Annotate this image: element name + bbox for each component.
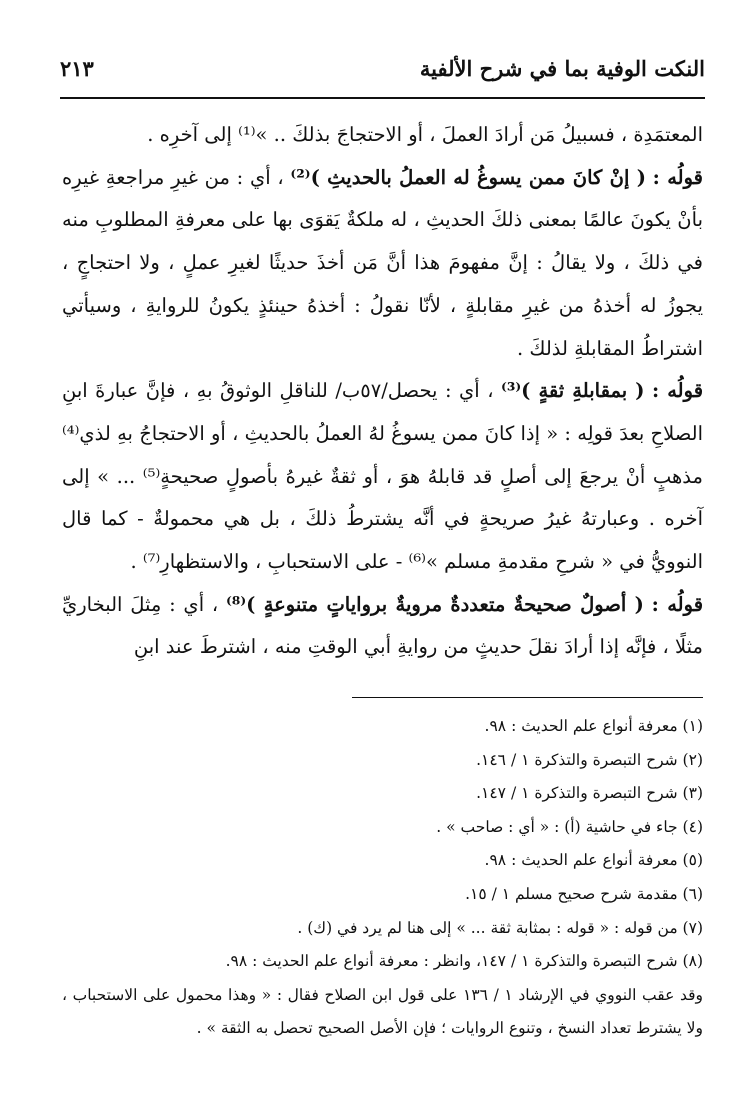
- commentary-3: ، أي : يحصل/٥٧ب/ للناقلِ الوثوقُ بهِ ، فإنَّ عبارةَ ابنِ الصلاحِ بعدَ قولِه : « إذا كانَ ممن يسوغُ لهُ العملُ بالحديثِ ، أو الاحتجاجُ بهِ لذي⁽⁴⁾ مذهبٍ أنْ يرجعَ إلى أصلٍ قد قابلهُ هوَ ، أو ثقةٌ غيرهُ بأصولٍ صحيحةٍ⁽⁵⁾ ... » إلى آخره . وعبارتهُ غيرُ صريحةٍ في أنَّه يشترطُ ذلكَ ، بل هي محمولةٌ - كما قال النوويُّ في « شرحِ مقدمةِ مسلم »⁽⁶⁾ - على الاستحبابِ ، والاستظهارِ⁽⁷⁾ .: [62, 379, 703, 574]
- running-title: النكت الوفية بما في شرح الألفية: [419, 56, 705, 81]
- footnote-4: (٤) جاء في حاشية (أ) : « أي : صاحب » .: [436, 817, 703, 836]
- footnote-5: (٥) معرفة أنواع علم الحديث : ٩٨.: [484, 851, 703, 870]
- quoted-verse-2: ( إنْ كانَ ممن يسوغُ له العملُ بالحديثِ )⁽²⁾: [290, 165, 646, 189]
- main-text: [62, 114, 703, 669]
- qawluhu-label: قولُه :: [651, 379, 704, 403]
- footnote-2: (٢) شرح التبصرة والتذكرة ١ / ١٤٦.: [476, 750, 703, 769]
- quoted-verse-3: ( بمقابلةِ ثقةٍ )⁽³⁾: [501, 379, 645, 403]
- page-header: [60, 54, 705, 94]
- qawluhu-label: قولُه :: [652, 165, 703, 189]
- paragraph-2: [62, 157, 703, 371]
- footnote-8: (٨) شرح التبصرة والتذكرة ١ / ١٤٧، وانظر : معرفة أنواع علم الحديث : ٩٨.: [225, 952, 703, 971]
- footnote-8-continuation: وقد عقب النووي في الإرشاد ١ / ١٣٦ على قول ابن الصلاح فقال : « وهذا محمول على الاستحباب ، ولا يشترط تعداد النسخ ، وتنوع الروايات ؛ فإن الأصل الصحيح تحصل به الثقة » .: [62, 985, 703, 1037]
- footnote-7: (٧) من قوله : « قوله : بمثابة ثقة ... » إلى هنا لم يرد في (ك) .: [297, 918, 703, 937]
- qawluhu-label: قولُه :: [651, 592, 704, 616]
- header-rule: [60, 97, 705, 99]
- commentary-4: ، أي : مِثلَ البخاريِّ مثلًا ، فإنَّه إذا أرادَ نقلَ حديثٍ من روايةِ أبي الوقتِ منه ، اشترطَ عند ابنِ: [62, 592, 703, 659]
- paragraph-1: المعتمَدِة ، فسبيلُ مَن أرادَ العملَ ، أو الاحتجاجَ بذلكَ .. »⁽¹⁾ إلى آخرِه .: [147, 123, 703, 146]
- quoted-verse-4: ( أصولٌ صحيحةٌ متعددةٌ مرويةٌ برواياتٍ متنوعةٍ )⁽⁸⁾: [225, 592, 644, 616]
- footnote-3: (٣) شرح التبصرة والتذكرة ١ / ١٤٧.: [476, 784, 703, 803]
- paragraph-3: [62, 370, 703, 584]
- footnote-6: (٦) مقدمة شرح صحيح مسلم ١ / ١٥.: [465, 884, 703, 903]
- footnote-separator: [352, 697, 703, 698]
- footnote-1: (١) معرفة أنواع علم الحديث : ٩٨.: [484, 717, 703, 735]
- paragraph-4: [62, 584, 703, 669]
- footnotes: [62, 710, 703, 1045]
- commentary-2: ، أي : من غيرِ مراجعةِ غيرِه بأنْ يكونَ عالمًا بمعنى ذلكَ الحديثِ ، له ملكةٌ يَقوَى بها على معرفةِ المطلوبِ منه في ذلكَ ، ولا يقالُ : إنَّ مفهومَ هذا أنَّ مَن أخذَ حديثًا لغيرِ عملٍ ، ولا احتجاجٍ ، يجوزُ له أخذهُ من غيرِ مقابلةٍ ، لأنّا نقولُ : أخذهُ حينئذٍ يكونُ للروايةِ ، وسيأتي اشتراطُ المقابلةِ لذلكَ .: [62, 165, 703, 360]
- page-number: ٢١٣: [60, 56, 94, 81]
